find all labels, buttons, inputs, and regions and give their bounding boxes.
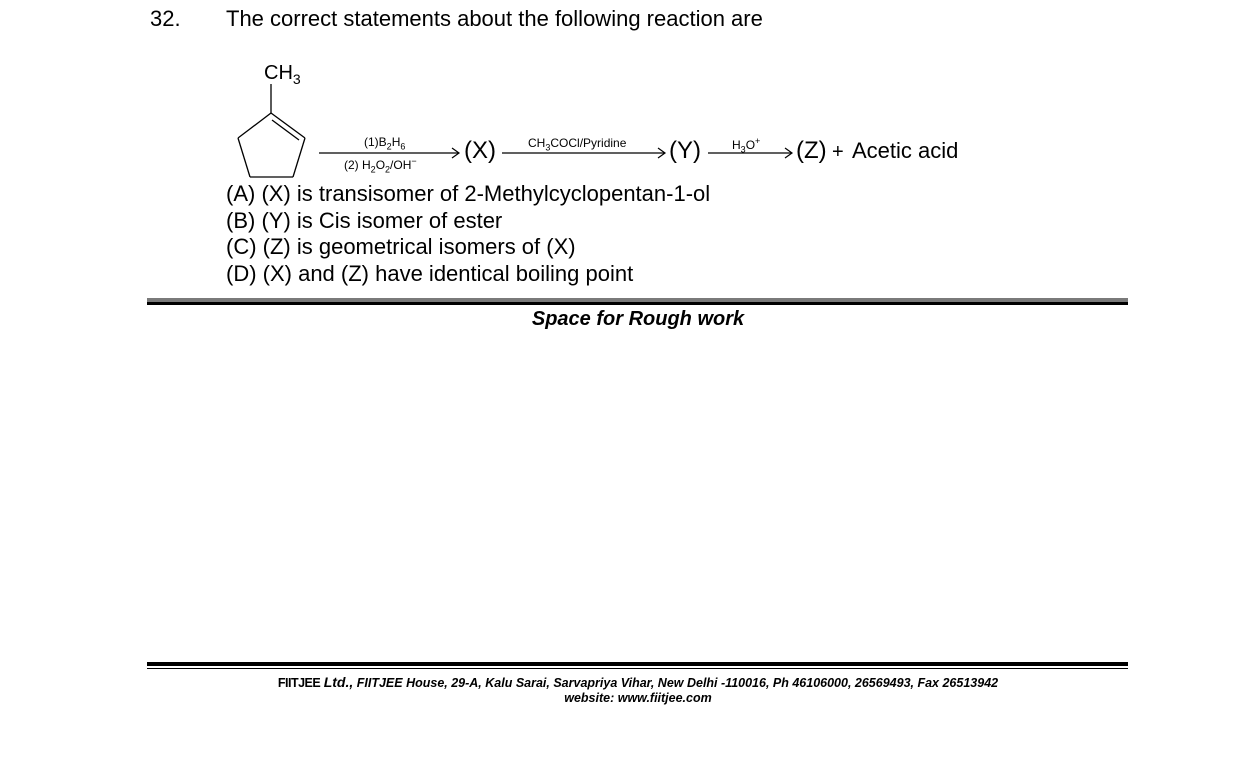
question-text: The correct statements about the following reaction are: [226, 6, 763, 31]
footer-ltd: Ltd.,: [323, 674, 354, 690]
arrow-2: [501, 147, 669, 159]
footer-website: website: www.fiitjee.com: [564, 691, 712, 705]
methyl-label: $CH_3$: [264, 62, 301, 87]
footer-rule-thin: [147, 668, 1128, 669]
option-a: (A) (X) is transisomer of 2-Methylcyclopentan-1-ol: [226, 181, 711, 206]
footer-address-line: [0, 675, 1238, 691]
footer-rule-thick: [147, 662, 1128, 666]
product-y: (Y): [669, 137, 701, 164]
reaction-scheme: [318, 128, 1018, 178]
footer-brand: FIITJEE: [277, 676, 321, 690]
question-number: 32.: [150, 6, 181, 31]
product-x: (X): [464, 137, 496, 164]
option-c: (C) (Z) is geometrical isomers of (X): [226, 234, 576, 259]
footer-address: FIITJEE House, 29-A, Kalu Sarai, Sarvapriya Vihar, New Delhi -110016, Ph 46106000, 26569493, Fax 26513942: [356, 676, 999, 690]
step2-reagent: $CH_3COCl$/Pyridine: [528, 136, 627, 153]
rough-work-label: Space for Rough work: [531, 308, 745, 330]
option-d: (D) (X) and (Z) have identical boiling point: [226, 260, 634, 286]
arrow-3: [707, 147, 797, 159]
byproduct-acetic-acid: Acetic acid: [852, 138, 959, 163]
product-z: (Z): [796, 137, 827, 164]
step1-reagent-top: $(1)B_2H_6$: [364, 135, 406, 152]
option-b: (B) (Y) is Cis isomer of ester: [226, 207, 503, 233]
answer-options: [226, 181, 710, 287]
page-footer: [0, 675, 1238, 706]
step1-reagent-bottom: (2) $H_2O_2/OH^-$: [344, 156, 417, 175]
section-divider: [147, 298, 1128, 305]
plus-sign: +: [832, 141, 844, 163]
step3-reagent: $H_3O^+$: [732, 136, 761, 155]
